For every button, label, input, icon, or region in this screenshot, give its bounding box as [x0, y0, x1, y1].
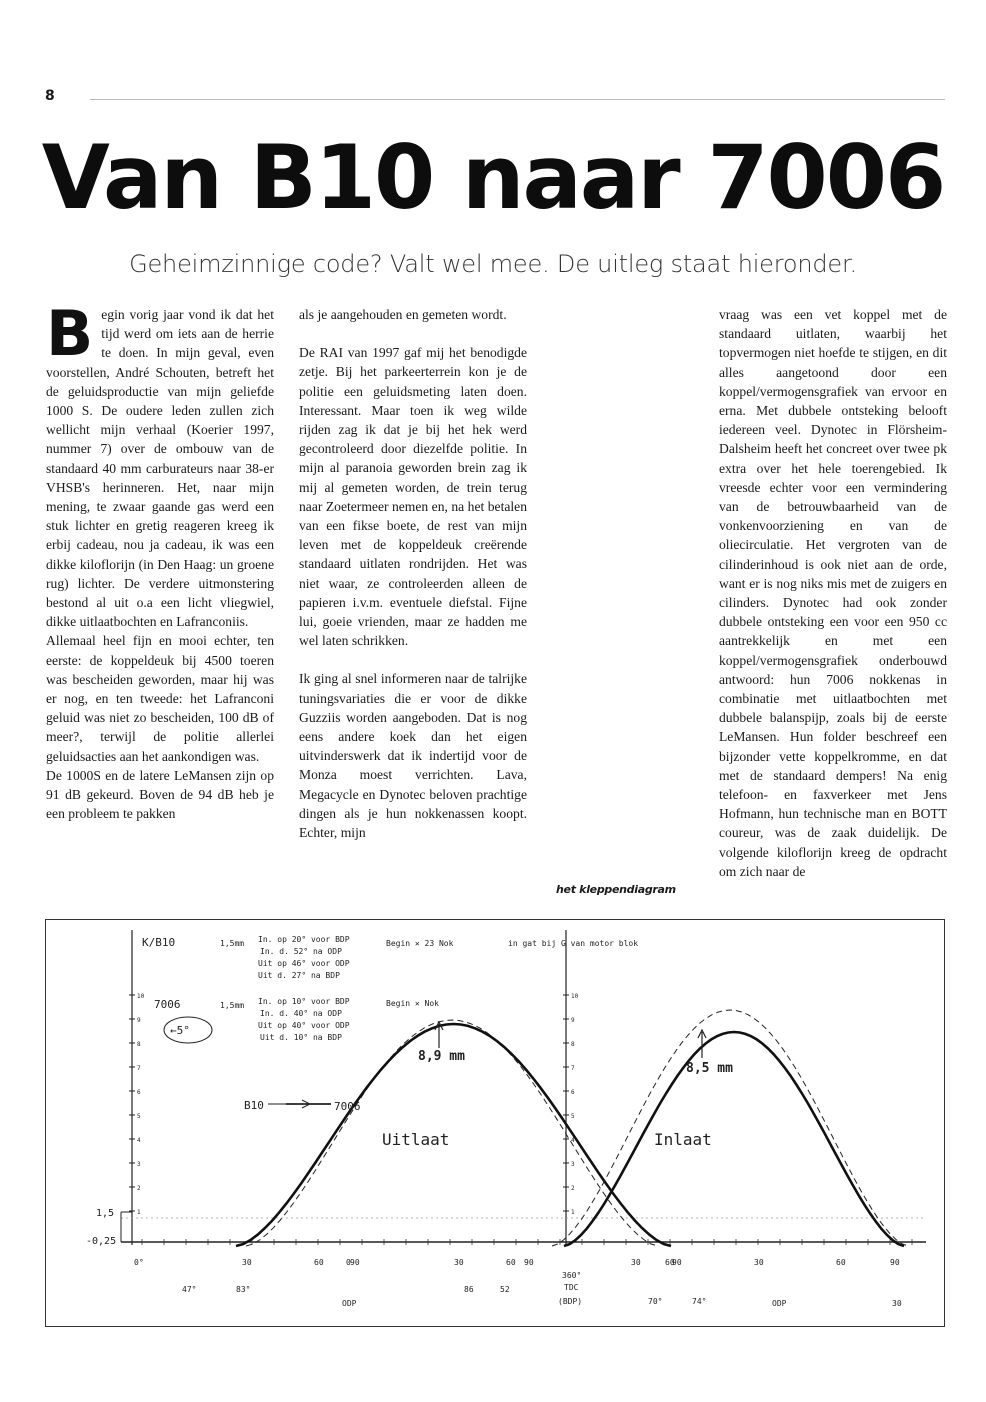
x-bottom-label: ODP: [342, 1299, 357, 1308]
y-tick-label: 4: [137, 1137, 141, 1144]
x-bottom-label: 86: [464, 1285, 474, 1294]
header-rule: [90, 99, 945, 100]
valve-diagram: [45, 919, 945, 1327]
x-bottom-label: 83°: [236, 1285, 251, 1294]
paragraph: Ik ging al snel informeren naar de talrijke tuningsvariaties die er voor de dikke Guzziis worden aangeboden. Dat is nog eens andere koek dan het eigen uitvinderswerk dat ik indertijd voor de Monza moest verrichten. Lava, Megacycle en Dynotec beloven prachtige dingen als je hun nokkenassen koopt. Echter, mijn: [299, 671, 527, 841]
legend-b10-label: K/B10: [142, 936, 176, 949]
y-tick-label: 7: [137, 1065, 141, 1072]
paragraph: De 1000S en de latere LeMansen zijn op 91 dB gekeurd. Boven de 94 dB heb je een probleem te pakken: [46, 767, 274, 822]
page-number: 8: [45, 88, 55, 104]
y-tick-label: 1: [571, 1209, 575, 1216]
intake-curve-7006: [564, 1032, 904, 1246]
y-tick-label: 2: [137, 1185, 141, 1192]
legend-b10-remark: in gat bij G van motor blok: [508, 939, 639, 948]
x-mark-label: 90: [890, 1258, 900, 1267]
y-tick-label: 7: [571, 1065, 575, 1072]
paragraph: De RAI van 1997 gaf mij het benodigde zetje. Bij het parkeerterrein kon je de politie een geluidsmeting laten doen. Interessant. Maar toen ik weg wilde rijden zag ik dat je bij het hek werd gecontroleerd door diezelfde politie. In mijn al paranoia geworden brein zag ik mij al gemeten worden, de trein terug naar Zoetermeer nemen en, na het betalen van een fikse boete, de rest van mijn leven met de koppeldeuk creërende standaard uitlaten rondrijden. Het was niet waar, ze controleerden alleen de papieren i.v.m. eventuele diefstal. Fijne lui, goeie vrienden, maar ze hadden me wel laten schrikken.: [299, 345, 527, 649]
legend-b10-line: In. op 20° voor BDP: [258, 935, 350, 944]
x-axis-marks: [134, 1239, 912, 1308]
legend-7006-line: In. d. 40° na ODP: [260, 1009, 342, 1018]
article-title: Van B10 naar 7006: [41, 126, 945, 229]
valve-diagram-svg: [46, 920, 945, 1327]
x-mark-label: 90: [524, 1258, 534, 1267]
y-tick-label: 2: [571, 1185, 575, 1192]
x-mark-label: 30: [242, 1258, 252, 1267]
x-mark-label: 0: [346, 1258, 351, 1267]
clearance-label: 1,5: [96, 1208, 115, 1219]
y-tick-label: 9: [137, 1017, 141, 1024]
legend-b10-line: Uit op 46° voor ODP: [258, 959, 350, 968]
y-tick-label: 6: [571, 1089, 575, 1096]
legend-7006-clearance: 1,5mm: [220, 1001, 245, 1010]
y-tick-label: 10: [137, 993, 145, 1000]
y-tick-label: 5: [137, 1113, 141, 1120]
y-tick-label: 1: [137, 1209, 141, 1216]
paragraph: vraag was een vet koppel met de standaard uitlaten, waarbij het topvermogen niet hoefde te stijgen, en dit alles aangetoond door een koppel/vermogensgrafiek van ervoor en erna. Met dubbele ontsteking belooft iedereen veel. Dynotec in Flörsheim-Dalsheim heeft het concreet over twee pk extra over het hele toerengebied. Ik vreesde echter voor een vermindering van de betrouwbaarheid van de vonkenvoorziening en van de oliecirculatie. Het vergroten van de cilinderinhoud is ook niet aan de orde, want er is nog niks mis met de zuigers en cilinders. Dynotec had ook zonder dubbele ontsteking een voor een 950 cc aantrekkelijk en met een koppel/vermogensgrafiek onderbouwd antwoord: hun 7006 nokkenas in combinatie met uitlaatbochten met dubbele balanspijp, zoals bij de eerste LeMansen. Hun folder beschreef een bijzonder vette koppelkromme, en dat met de standaard dempers! Na enig telefoon- en faxverkeer met Jens Hofmann, hun technische man en BOTT coureur, was de zaak duidelijk. De volgende kiloflorijn kreeg de opdracht om zich naar de: [719, 307, 947, 879]
negative-clearance-label: -0,25: [86, 1236, 117, 1247]
legend-7006-line: In. op 10° voor BDP: [258, 997, 350, 1006]
x-bottom-label: 74°: [692, 1297, 707, 1306]
x-bottom-label: 70°: [648, 1297, 663, 1306]
x-mark-label: 90: [672, 1258, 682, 1267]
x-mark-label: 360°: [562, 1271, 582, 1280]
text-column-2: [299, 305, 527, 842]
legend-7006-shift: ←5°: [170, 1024, 190, 1037]
x-mark-label: 60: [506, 1258, 516, 1267]
paragraph: als je aangehouden en gemeten wordt.: [299, 307, 507, 322]
x-mark-label: (BDP): [558, 1297, 583, 1306]
x-mark-label: 90: [350, 1258, 360, 1267]
y-tick-label: 8: [137, 1041, 141, 1048]
intake-label: Inlaat: [654, 1130, 712, 1149]
x-mark-label: 30: [754, 1258, 764, 1267]
b10-marker-label: B10: [244, 1099, 264, 1112]
y-tick-label: 3: [571, 1161, 575, 1168]
paragraph: Begin vorig jaar vond ik dat het tijd werd om iets aan de herrie te doen. In mijn geval, even voorstellen, André Schouten, betreft het de geluidsproductie van mijn geliefde 1000 S. De oudere leden zullen zich wellicht mijn verhaal (Koerier 1997, nummer 7) over de ombouw van de standaard 40 mm carburateurs naar 38-er VHSB's herinneren. Het, naar mijn mening, te zwaar gaande gas werd een stuk lichter en gretig reageren kreeg ik erbij cadeau, nou ja cadeau, ik was een dikke kiloflorijn (in Den Haag: un groene rug) lichter. De verdere uitmonstering bestond al uit o.a een licht vliegwiel, dikke uitlaatbochten en Lafranconiis.: [46, 297, 274, 630]
y-tick-label: 5: [571, 1113, 575, 1120]
legend-7006-line: Uit op 40° voor ODP: [258, 1021, 350, 1030]
text-column-1: [46, 297, 274, 823]
legend-b10-clearance: 1,5mm: [220, 939, 245, 948]
y-tick-label: 3: [137, 1161, 141, 1168]
legend-7006-label: 7006: [154, 998, 181, 1011]
exhaust-label: Uitlaat: [382, 1130, 450, 1149]
x-bottom-label: 47°: [182, 1285, 197, 1294]
legend-7006-note: Begin ✕ Nok: [386, 999, 439, 1008]
x-mark-label: 60: [836, 1258, 846, 1267]
diagram-caption: het kleppendiagram: [556, 883, 676, 896]
marker-7006-label: 7006: [334, 1100, 361, 1113]
x-mark-label: 60: [665, 1258, 675, 1267]
x-mark-label: 60: [314, 1258, 324, 1267]
exhaust-peak-label: 8,9 mm: [418, 1049, 465, 1064]
intake-peak-label: 8,5 mm: [686, 1061, 733, 1076]
x-mark-label: 30: [631, 1258, 641, 1267]
y-tick-label: 9: [571, 1017, 575, 1024]
x-bottom-label: 30: [892, 1299, 902, 1308]
x-mark-label: 0°: [134, 1258, 144, 1267]
text-column-3: [719, 305, 947, 881]
y-tick-label: 6: [137, 1089, 141, 1096]
intake-curve-b10: [552, 1010, 908, 1246]
x-bottom-label: 52: [500, 1285, 510, 1294]
y-tick-label: 4: [571, 1137, 575, 1144]
drop-cap: B: [46, 297, 94, 370]
article-subtitle: Geheimzinnige code? Valt wel mee. De uitleg staat hieronder.: [129, 250, 857, 278]
paragraph: Allemaal heel fijn en mooi echter, ten eerste: de koppeldeuk bij 4500 toeren was bescheiden geworden, maar hij was er nog, en ten tweede: het Lafranconi geluid was niet zo bescheiden, 100 dB of meer?, terwijl de politie allerlei geluidsacties aan het aankondigen was.: [46, 633, 274, 764]
legend-b10-note: Begin ✕ 23 Nok: [386, 939, 454, 948]
x-mark-label: 30: [454, 1258, 464, 1267]
x-mark-label: TDC: [564, 1283, 579, 1292]
x-bottom-label: ODP: [772, 1299, 787, 1308]
legend-b10-line: In. d. 52° na ODP: [260, 947, 342, 956]
y-tick-label: 8: [571, 1041, 575, 1048]
legend-7006-line: Uit d. 10° na BDP: [260, 1033, 342, 1042]
legend-b10-line: Uit d. 27° na BDP: [258, 971, 340, 980]
y-tick-label: 10: [571, 993, 579, 1000]
